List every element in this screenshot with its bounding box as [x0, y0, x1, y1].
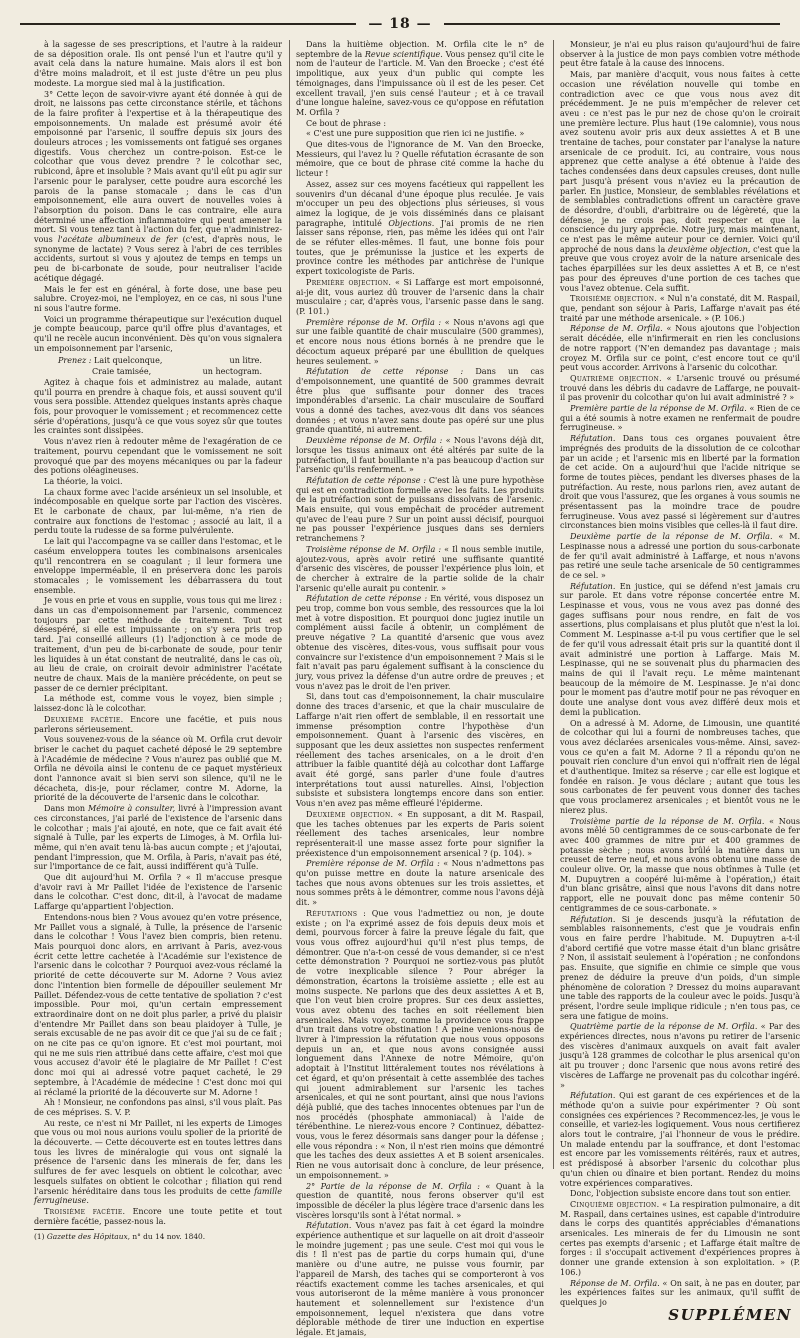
column-1	[34, 40, 283, 1242]
paragraph: à la sagesse de ses prescriptions, et l'autre à la raideur de sa déposition orale. Ils ont pensé l'un et l'autre qu'il y avait cela dans la nature humaine. Mais alors il est bon d'être moins maladroit, et il est juste d'être un peu plus modeste. La morgue sied mal à la justification.	[34, 40, 282, 88]
section-paragraph: Quatrième objection. « L'arsenic trouvé ou présumé trouvé dans les débris du cadavre de Laffarge, ne pouvait-il pas provenir du colcothar qu'on lui avait administré ? »	[560, 373, 800, 403]
section-paragraph: Troisième objection. « Nul n'a constaté, dit M. Raspail, que, pendant son séjour à Paris, Laffarge n'avait pas été traité par une méthode arsenicale. » (P. 106.)	[560, 294, 800, 323]
paragraph: « C'est une pure supposition que rien ici ne justifie. »	[306, 129, 525, 139]
paragraph: La théorie, la voici.	[44, 476, 123, 486]
paragraph: Entendons-nous bien ? Vous avouez qu'en votre présence, Mr Paillet vous a signalé, à Tulle, la présence de l'arsenic dans le colcothar ! Vous l'avez bien compris, bien retenu. Mais pourquoi donc alors, en arrivant à Paris, avez-vous écrit cette lettre cachetée à l'Académie sur l'existence de l'arsenic dans le colcothar ? Pourquoi avez-vous réclamé la priorité de cette découverte sur M. Adorne ? Vous aviez donc l'intention bien formelle de dépouiller seulement Mr Paillet. Défendez-vous de cette tentative de spoliation ? c'est impossible. Pour moi, qu'un certain empressement extraordinaire dont on ne doit plus parler, a privé du plaisir d'entendre Mr Paillet dans son beau plaidoyer à Tulle, je serais excusable de ne pas avoir dit ce que j'ai su de ce fait ; on ne cite pas ce qu'on ignore. Et c'est moi pourtant, moi qui ne me suis rien attribué dans cette affaire, c'est moi que vous accusez d'avoir été le plagiaire de Mr Paillet ! C'est donc moi qui ai adressé votre paquet cacheté, le 29 septembre, à l'Académie de médecine ! C'est donc moi qui ai réclamé la priorité de la découverte sur M. Adorne !	[34, 912, 283, 1097]
paragraph: Quatrième partie de la réponse de M. Orfila. « Par des expériences directes, nous n'avons pu retirer de l'arsenic des viscères d'animaux auxquels on avait fait avaler jusqu'à 128 grammes de colcothar le plus arsenical qu'on ait pu trouver ; donc l'arsenic que nous avons retiré des viscères de Laffarge ne provenait pas du colcothar ingéré. »	[560, 1022, 800, 1090]
page-header	[20, 16, 780, 32]
paragraph: Ce bout de phrase :	[306, 118, 387, 128]
section-heading: Deuxième objection.	[306, 809, 394, 819]
paragraph: Dans mon Mémoire à consulter, livré à l'impression avant ces circonstances, j'ai parlé de l'existence de l'arsenic dans le colcothar ; mais j'ai ajouté, en note, que ce fait avait été signalé à Tulle, par les experts de Limoges, à M. Orfila lui-même, qui n'en avait tenu là-bas aucun compte ; et j'ajoutai, pendant l'impression, que M. Orfila, à Paris, n'avait pas été, sur l'importance de ce fait, aussi indifférent qu'à Tulle.	[34, 804, 282, 872]
paragraph: Réfutation. Dans tous ces organes pouvaient être imprégnés des produits de la dissolution de ce colcothar par un acide ; et l'arsenic mis en liberté par la formation de cet acide. On a aujourd'hui que l'acide nitrique se forme de toutes pièces, pendant les diverses phases de la putréfaction. Au reste, nous parlons rien, avez autant de droit que vous l'assurez, que les organes à vous soumis ne présentassent pas la moindre trace de poudre ferrugineuse. Vous avez passé si légèrement sur d'autres circonstances bien moins visibles que celles-là il faut dire.	[560, 434, 800, 531]
section-heading: Troisième objection.	[570, 294, 658, 304]
section-paragraph: Cinquième objection. « La respiration pulmonaire, a dit M. Raspail, dans certaines usines, est capable d'introduire dans le corps des quantités appréciables d'émanations arsenicales. Les minerais de fer du Limousin ne sont certes pas exempts d'arsenic ; et Laffarge était maître de forges : il s'occupait activement d'expériences propres à donner une grande extension à son exploitation. » (P. 106.)	[560, 1199, 800, 1277]
paragraph: Voici un programme thérapeutique sur l'exécution duquel je compte beaucoup, parce qu'il offre plus d'avantages, et qu'il ne recèle aucun inconvénient. Dès qu'on vous signalera un empoisonnement par l'arsenic,	[34, 314, 282, 353]
paragraph: Deuxième partie de la réponse de M. Orfila. « M. Lespinasse nous a adressé une portion du sous-carbonate de fer qu'il avait administré à Laffarge, et nous n'avons pas retiré une seule tache arsenicale de 50 centigrammes de ce sel. »	[560, 532, 800, 580]
prescription-line: Craie tamisée, un hectogram.	[92, 367, 262, 377]
column-3	[560, 40, 800, 1324]
paragraph: Si, dans tout cas d'empoisonnement, la chair musculaire donne des traces d'arsenic, et que la chair musculaire de Laffarge n'ait rien offert de semblable, il en ressortait une immense présomption contre l'hypothèse d'un empoisonnement. Quant à l'arsenic des viscères, en supposant que les deux assiettes non suspectes renferment réellement des taches arsenicales, on a le droit d'en attribuer la faible quantité déjà au colcothar dont Laffarge avait été gorgé, sans parler d'une foule d'autres interprétations tout aussi naturelles. Ainsi, l'objection subsiste et subsistera longtemps encore dans son entier. Vous n'en avez pas même effleuré l'épiderme.	[296, 692, 544, 809]
paragraph: Vous souvenez-vous de la séance où M. Orfila crut devoir briser le cachet du paquet cacheté déposé le 29 septembre à l'Académie de médecine ? Vous n'aurez pas oublié que M. Orfila ne dévoila ainsi le contenu de ce paquet mystérieux dont l'annonce avait si bien servi son silence, qu'il ne le décacheta, dis-je, pour réclamer, contre M. Adorne, la priorité de la découverte de l'arsenic dans le colcothar.	[34, 735, 282, 803]
section-paragraph: Troisième facétie. Encore une toute petite et tout dernière facétie, passez-nous la.	[34, 1206, 282, 1226]
paragraph: Dans la huitième objection. M. Orfila cite le n° de septembre de la Revue scientifique. Vous pensez qu'il cite le nom de l'auteur de l'article. M. Van den Broecke ; c'est été impolitique, aux yeux d'un public qui compte les témoignages, dans l'impuissance où il est de les peser. Cet excellent travail, j'en suis censé l'auteur ; et à ce travail d'une longue haleine, savez-vous ce qu'oppose en réfutation M. Orfila ?	[296, 40, 544, 117]
paragraph: Réfutation. En justice, qui se défend n'est jamais cru sur parole. Et dans votre réponse concertée entre M. Lespinasse et vous, vous ne vous avez pas donné des gages suffisans pour nous rendre, en fait de vos assertions, plus complaisans et plus plutôt que n'est la loi. Comment M. Lespinasse a-t-il pu vous certifier que le sel de fer qu'il vous adressait était pris sur la quantité dont il avait administré une portion à Laffarge. Mais M. Lespinasse, qui ne se souvenait plus du pharmacien des mains de qui il l'avait reçu. Le même maintenant beaucoup de la mémoire de M. Lespinasse. Je n'ai donc pour le moment pas d'autre motif pour ne pas révoquer en doute une analyse dont vous avez différé deux mois et demi la publication.	[560, 581, 800, 717]
paragraph: Deuxième réponse de M. Orfila : « Nous l'avons déjà dit, lorsque les tissus animaux ont été altérés par suite de la putréfaction, il faut bouillante n'a pas beaucoup d'action sur l'arsenic qu'ils renferment. »	[296, 436, 544, 475]
supplement-label: SUPPLÉMEN	[668, 1305, 792, 1324]
paragraph: Mais le fer est en général, à forte dose, une base peu salubre. Croyez-moi, ne l'employez, en ce cas, ni sous l'une ni sous l'autre forme.	[34, 284, 282, 313]
paragraph: 3° Cette leçon de savoir-vivre ayant été donnée à qui de droit, ne laissons pas cette circonstance stérile, et tâchons de la faire profiter à l'expertise et à la thérapeutique des empoisonnements. Un malade est présumé avoir été empoisonné par l'arsenic, il souffre depuis six jours des douleurs atroces ; les vomissements ont fatigué ses organes digestifs. Vous cherchez un contre-poison. Est-ce le colcothar que vous devez prendre ? le colcothar sec, rubicond, âpre et insoluble ? Mais avant qu'il eût pu agir sur l'arsenic pour le paralyser, cette poudre aura escorché les parois de la panse stomacale ; dans le cas d'un empoisonnement, elle aura ouvert de nouvelles voies à l'absorption du poison. Dans le cas contraire, elle aura déterminé une affection inflammatoire qui peut amener la mort. Si vous tenez tant à l'action du fer, que n'administrez-vous l'acétate albumineux de fer (c'est, d'après nous, le synonyme de lactate) ? Vous serez à l'abri de ces terribles accidents, surtout si vous y ajoutez de temps en temps un peu de bi-carbonate de soude, pour neutraliser l'acide acétique dégagé.	[34, 89, 283, 283]
paragraph: Ah ! Monsieur, ne confondons pas ainsi, s'il vous plaît. Pas de ces méprises. S. V. P.	[34, 1098, 282, 1117]
paragraph: Première réponse de M. Orfila : « Nous n'admettons pas qu'on puisse mettre en doute la nature arsenicale des taches que nous avons obtenues sur les trois assiettes, et nous sommes prêts à le démontrer, comme nous l'avons déjà dit. »	[296, 859, 545, 908]
paragraph: Donc, l'objection subsiste encore dans tout son entier.	[570, 1189, 791, 1199]
paragraph: Vous n'avez rien à redouter même de l'exagération de ce traitement, pourvu cependant que le vomissement ne soit provoqué que par des moyens mécaniques ou par la fadeur des potions oléagineuses.	[34, 437, 282, 476]
paragraph: Réfutations : Que vous l'admettiez ou non, je doute existe ; on l'a exprimé assez de fois depuis deux mois et demi, pourvous forcer à faire la preuve légale du fait, que vous vous offrez aujourd'hui qu'il n'est plus temps, de démontrer. Que n'a-t-on cessé de vous demander, si ce n'est cette démonstration ? Pourquoi ne sortiez-vous pas plutôt de votre inexplicable silence ? Pour abréger la démonstration, écartons la troisième assiette ; elle est au moins suspecte. Ne parlons que des deux assiettes A et B, que l'on veut bien croire propres. Sur ces deux assiettes, vous avez obtenu des taches en soit réellement bien arsenicales. Mais voyez, comme la providence vous frappe d'un trait dans votre obstination ! A peine venions-nous de livrer à l'impression la réfutation que nous vous opposons depuis un an, et que nous avons consignée aussi longuement dans l'Annexe de notre Mémoire, qu'on adoptait à l'Institut littéralement toutes nos révélations à cet égard, et qu'on présentait à cette assemblée des taches qui jouent admirablement sur l'arsenic les taches arsenicales, et qui ne sont pourtant, ainsi que nous l'avions déjà publié, que des taches innocentes obtenues par l'un de nos procédés (phosphate ammoniacal) à l'aide de térébenthine. Le nierez-vous encore ? Continuez, débattez-vous, vous le ferez désormais sans danger pour la défense ; elle vous répondra : « Non, il n'est rien moins que démontré que les taches des deux assiettes A et B soient arsenicales. Rien ne vous autorisait donc à conclure, de leur présence, un empoisonnement. »	[296, 908, 544, 1180]
paragraph: Réfutation de cette réponse : C'est là une pure hypothèse qui est en contradiction formelle avec les faits. Les produits de la putréfaction sont de puissans dissolvans de l'arsenic. Mais ensuite, qui vous empêchait de procéder autrement qu'avec de l'eau pure ? Sur un point aussi décisif, pourquoi ne pas pousser l'expérience jusques dans ses derniers retranchemens ?	[296, 475, 544, 544]
paragraph: Que dites-vous de l'ignorance de M. Van den Broecke, Messieurs, qui l'avez lu ? Quelle réfutation écrasante de son mémoire, que ce bout de phrase cité comme la hache du licteur !	[296, 140, 544, 179]
section-heading: Cinquième objection.	[570, 1199, 660, 1209]
paragraph: La chaux forme avec l'acide arsénieux un sel insoluble, et indécomposable en quelque sorte par l'action des viscères. Et le carbonate de chaux, par lui-même, n'a rien de contraire aux fonctions de l'estomac ; associé au lait, il a perdu toute la rudesse de sa forme pulvérulente.	[34, 487, 282, 536]
column-divider	[553, 40, 554, 1169]
paragraph: Troisième partie de la réponse de M. Orfila. « Nous avons mêlé 50 centigrammes de ce sous-carbonate de fer avec 400 grammes de nitre pur et 400 grammes de potassie sèche ; nous avons brûlé la matière dans un creuset de terre neuf, et nous avons obtenu une masse de couleur olive. Or, la masse que nous obtînmes à Tulle (et M. Dupuytren a coopéré lui-même à l'opération,) était d'un blanc grisâtre, ainsi que nous l'avons dit dans notre rapport, elle ne pouvait donc pas même contenir 50 centigrammes de ce sous-carbonate. »	[560, 816, 800, 913]
paragraph: On a adressé à M. Adorne, de Limousin, une quantité de colcothar qui lui a fourni de nombreuses taches, que vous avez déclarées arsenicales vous-même. Ainsi, savez-vous ce qu'en a fait M. Adorne ? Il a répondu qu'on ne pouvait rien conclure d'un envoi qui n'offrait rien de légal et d'authentique. Imitez sa réserve ; car elle est logique et fondée en raison. Je vous déclare ; autant que tous les sous carbonates de fer peuvent vous donner des taches que vous proclamerez arsenicales ; et bientôt vous ne le nierez plus.	[560, 718, 800, 815]
paragraph: Assez, assez sur ces moyens facétieux qui rappellent les souvenirs d'un décanal d'une époque plus reculée. Je vais m'occuper un peu des objections plus sérieuses, si vous aimez la logique, de je vois disséminés dans ce plaisant paragraphe, intitulé Objections. J'ai promis de ne rien laisser sans réponse, rien, pas même les idées qui ont l'air de se réfuter elles-mêmes. Il faut, une bonne fois pour toutes, que je prémunisse la justice et les experts de province contre les méthodes par antichrèse de l'unique expert toxicologiste de Paris.	[296, 179, 544, 277]
paragraph: Réponse de M. Orfila. « Nous ajoutons que l'objection serait décédée, elle n'infirmerait en rien les conclusions de notre rapport ('N'en demandez pas davantage ; mais croyez M. Orfila sur ce point, c'est encore tout ce qu'il peut vous accorder. Arrivons à l'arsenic du colcothar.	[560, 324, 800, 373]
section-paragraph: Première objection. « Si Laffarge est mort empoisonné, ai-je dit, vous auriez dû trouver de l'arsenic dans la chair musculaire ; car, d'après vous, l'arsenic passe dans le sang. (P. 101.)	[296, 277, 544, 316]
section-paragraph: Deuxième facétie. Encore une facétie, et puis nous parlerons sérieusement.	[34, 714, 282, 734]
page-number: — 18 —	[368, 16, 432, 32]
paragraph: Je vous en prie et vous en supplie, vous tous qui me lirez : dans un cas d'empoisonnement par l'arsenic, commencez toujours par cette méthode de traitement. Tout est désespéré, si elle est impuissante ; on s'y sera pris trop tard. J'ai conseillé ailleurs (1) l'adjonction à ce mode de traitement, d'un peu de bi-carbonate de soude, pour tenir les liquides à un état constant de neutralité, dans le cas où, au lieu de craie, on croirait devoir administrer l'acétate neutre de chaux. Mais de la manière précédente, on peut se passer de ce dernier précipitant.	[34, 596, 282, 693]
paragraph: Réfutation de cette réponse : Dans un cas d'empoisonnement, une quantité de 500 grammes devrait être plus que suffisante pour donner des traces impondérables d'arsenic. La chair musculaire de Souffard vous a donné des taches, avez-vous dit dans vos séances données ; et vous n'avez sans doute pas opéré sur une plus grande quantité, ni autrement.	[296, 367, 544, 435]
section-heading: Deuxième facétie.	[44, 714, 124, 724]
paragraph: Réfutation. Si je descends jusqu'à la réfutation de semblables raisonnements, c'est que je voudrais enfin vous en faire perdre l'habitude. M. Dupuytren a-t-il d'abord certifié que votre masse était d'un blanc grisâtre ? Non, il assistait seulement à l'opération ; ne confondons pas. Ensuite, que signifie en chimie ce simple que vous prenez de déduire la preuve d'un poids, d'un simple phénomène de coloration ? Dressez du moins auparavant une table des rapports de la couleur avec le poids. Jusqu'à présent, l'ordre seule implique ridicule ; n'en tous pas, ce sera une fatigue de moins.	[560, 914, 800, 1021]
paragraph: Monsieur, je n'ai eu plus raison qu'aujourd'hui de faire observer à la justice de mon pays combien votre méthode peut être fatale à la cause des innocens.	[560, 40, 800, 69]
paragraph: Au reste, ce n'est ni Mr Paillet, ni les experts de Limoges que vous ou moi nous aurions voulu spolier de la priorité de la découverte. — Cette découverte est en toutes lettres dans tous les livres de minéralogie qui vous ont signalé la présence de l'arsenic dans les minerais de fer, dans les sulfures de fer avec lesquels on obtient le colcothar, avec lesquels sulfates on obtient le colcothar ; filiation qui rend l'arsenic héréditaire dans tous les produits de cette famille ferrugineuse.	[34, 1118, 283, 1206]
section-paragraph: Deuxième objection. « En supposant, a dit M. Raspail, que les taches obtenues par les experts de Paris soient réellement des taches arsenicales, leur nombre représenterait-il une masse assez forte pour signifier la préexistence d'un empoisonnement arsenical ? (p. 104). »	[296, 809, 544, 858]
paragraph: Que dit aujourd'hui M. Orfila ? « Il m'accuse presque d'avoir ravi à Mr Paillet l'idée de l'existence de l'arsenic dans le colcothar. C'est donc, dit-il, à l'avocat de madame Laffarge qu'appartient l'objection.	[34, 873, 282, 912]
prescription-line: Prenez : Lait quelconque, un litre.	[58, 355, 262, 365]
paragraph: 2° Partie de la réponse de M. Orfila : « Quant à la question de quantité, nous ferons observer qu'il est impossible de décéler la plus légère trace d'arsenic dans les viscères lorsqu'ils sont à l'état normal. »	[296, 1181, 544, 1220]
paragraph: Réfutation. Vous n'avez pas fait à cet égard la moindre expérience authentique et sur laquelle on ait droit d'asseoir le moindre jugement ; pas une seule. C'est moi qui vous le dis ! Il n'est pas de partie du corps humain qui, d'une manière ou d'une autre, ne puisse vous fournir, par l'appareil de Marsh, des taches qui se comporteront à vos réactifs exactement comme les taches arsenicales, et qui vous autoriseront de la même manière à vous prononcer hautement et solennellement sur l'existence d'un empoisonnement, lequel n'existera que dans votre déplorable méthode de tirer une induction en expertise légale. Et jamais,	[296, 1221, 545, 1338]
paragraph: Troisième réponse de M. Orfila : « Il nous semble inutile, ajoutez-vous, après avoir retiré une suffisante quantité d'arsenic des viscères, de pousser l'expérience plus loin, et de chercher à extraire de la partie solide de la chair l'arsenic qu'elle aurait pu contenir. »	[296, 544, 544, 593]
paragraph: Agitez à chaque fois et administrez au malade, autant qu'il pourra en prendre à chaque fois, et aussi souvent qu'il vous sera possible. Attendez quelques instants après chaque fois, pour provoquer le vomissement ; et recommencez cette série d'opérations, jusqu'à ce que vous soyez sûr que toutes les craintes sont dissipées.	[34, 377, 282, 436]
section-heading: Première objection.	[306, 277, 392, 287]
section-heading: Quatrième objection.	[570, 373, 662, 383]
paragraph: Réfutation de cette réponse : En vérité, vous disposez un peu trop, comme bon vous semble, des ressources que la loi met à votre disposition. Et pourquoi donc jugiez inutile un complément aussi facile à obtenir, un complément de preuve négative ? La quantité d'arsenic que vous avez obtenue des viscères, dites-vous, vous suffisait pour vous convaincre sur l'existence d'un empoisonnement ? Mais si le fait n'avait pas paru également suffisant à la conscience du jury, vous privez la défense d'un autre ordre de preuves ; et vous n'avez pas le droit de l'en priver.	[296, 594, 544, 691]
paragraph: Première réponse de M. Orfila : « Nous n'avons agi que sur une faible quantité de chair musculaire (500 grammes), et encore nous nous étions bornés à ne prendre que le décoctum aqueux préparé par une ébullition de quelques heures seulement. »	[296, 317, 545, 366]
header-rule-right	[444, 23, 780, 25]
paragraph: La méthode est, comme vous le voyez, bien simple ; laissez-donc là le colcothar.	[34, 694, 282, 714]
paragraph: Réponse de M. Orfila. « On sait, à ne pas en douter, par les expériences faites sur les animaux, qu'il suffit de quelques jo	[560, 1278, 800, 1307]
footnote-rule	[34, 1229, 94, 1230]
column-2	[296, 40, 545, 1338]
paragraph: Première partie de la réponse de M. Orfila. « Rien de ce qui a été soumis à notre examen ne renfermait de poudre ferrugineuse. »	[560, 404, 800, 433]
column-divider	[289, 40, 290, 1169]
paragraph: Mais, par manière d'acquit, vous nous faites à cette occasion une révélation nouvelle qui tombe en contradiction avec ce que vous nous avez dit précédemment. Je ne puis m'empêcher de relever cet aveu : ce n'est pas le pur nez de chose qu'on le croirait une première lecture. Plus haut (19e calomnie), vous nous avez soutenu avoir pris aux deux assiettes A et B une trentaine de taches, pour constater par l'analyse la nature arsenicale de ce produit. Ici, au contraire, vous nous apprenez que cette analyse a été obtenue à l'aide des taches condensées dans deux capsules creuses, dont nulle part jusqu'à présent vous n'aviez eu la précaution de parler. En justice, Monsieur, de semblables révélations et de semblables contradictions offrent un caractère grave de désordre, d'oubli, d'arbitraire ou de légèreté, que la défense, je ne crois pas, doit respecter et que la conscience du jury apprécie. Notre jury, mais maintenant, ce n'est pas le même auteur pour ce dernier. Voici qu'il approché de nous dans la deuxième objection, c'est que la preuve que vous croyez avoir de la nature arsenicale des taches éparpillées sur les deux assiettes A et B, ce n'est pas pour des épreuves d'une portion de ces taches que vous l'avez obtenue. Cela suffit.	[560, 70, 800, 293]
header-rule-left	[20, 23, 356, 25]
paragraph: Le lait qui l'accompagne va se cailler dans l'estomac, et le caséum enveloppera toutes les combinaisons arsenicales qu'il rencontrera en se coagulant ; il leur formera une enveloppe imperméable, il en préservera donc les parois stomacales ; le vomissement les débarrassera du tout ensemble.	[34, 537, 282, 595]
section-heading: Troisième facétie.	[44, 1206, 126, 1216]
paragraph: Réfutation. Qui est garant de ces expériences et de la méthode qu'on a suivie pour expérimenter ? Où sont consignées ces expériences ? Recommencez-les, je vous le conseille, et variez-les logiquement. Vous nous certifierez alors tout le contraire, j'ai l'honneur de vous le prédire. Un malade entendu par la souffrance, et dont l'estomac est encore par les vomissements réitérés, raux et autres, est prédisposé à absorber l'arsenic du colcothar plus qu'un chien ou dînaire et bien portant. Rendez du moins votre expériences comparatives.	[560, 1091, 800, 1188]
footnote: (1) Gazette des Hôpitaux, n° du 14 nov. 1840.	[34, 1232, 206, 1242]
